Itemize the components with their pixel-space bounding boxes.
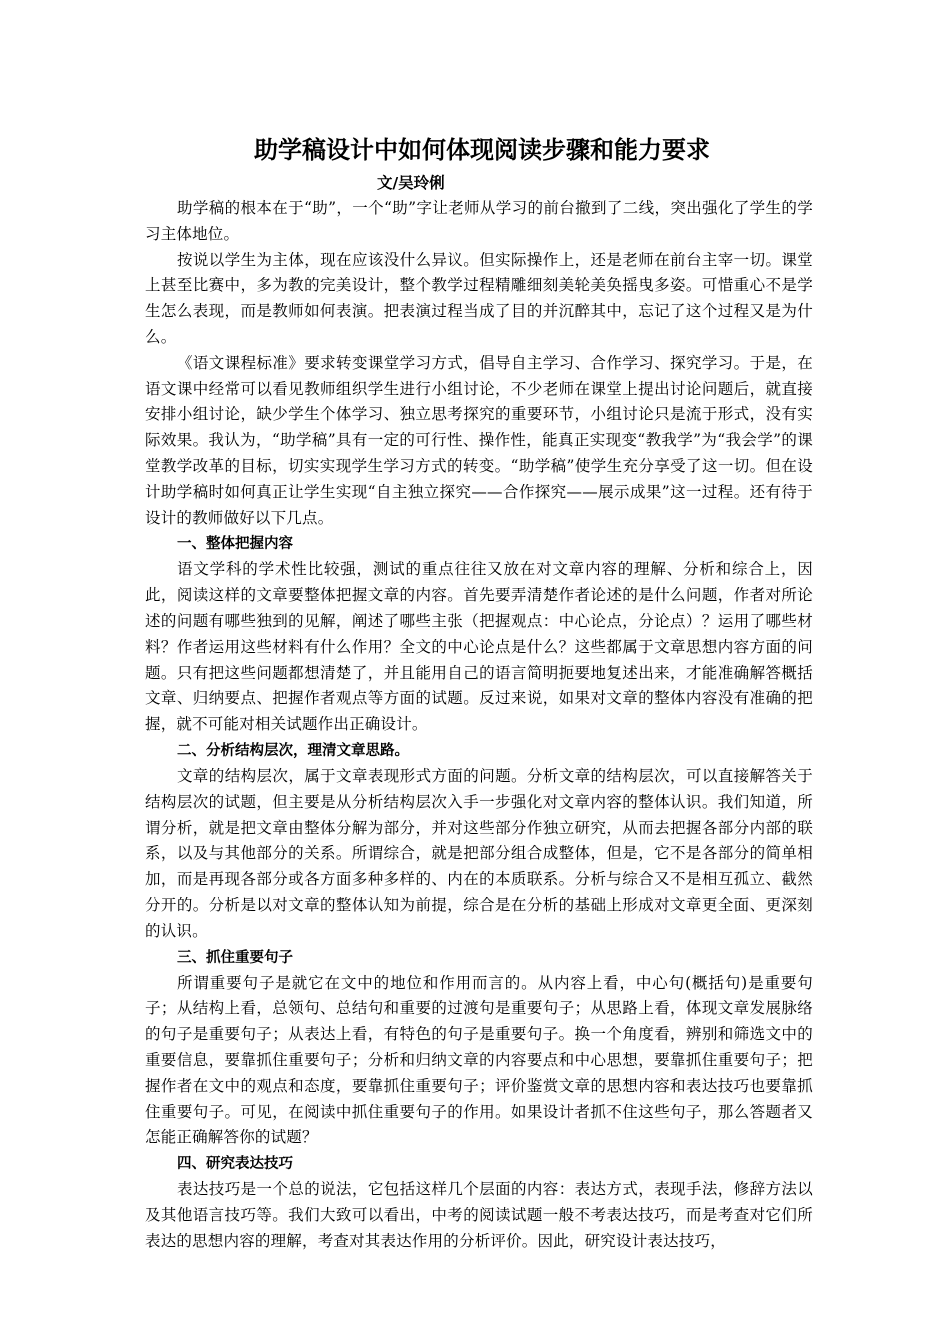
author-line: 文/吴玲俐 (377, 174, 445, 192)
section-body: 表达技巧是一个总的说法，它包括这样几个层面的内容：表达方式，表现手法，修辞方法以及其他语言技巧等。我们大致可以看出，中考的阅读试题一般不考表达技巧，而是考查对它们所表达的思想内容的理解，考查对其表达作用的分析评价。因此，研究设计表达技巧， (145, 1180, 813, 1250)
section-heading: 二、分析结构层次，理清文章思路。 (177, 742, 409, 759)
section-body: 语文学科的学术性比较强，测试的重点往往又放在对文章内容的理解、分析和综合上，因此，阅读这样的文章要整体把握文章的内容。首先要弄清楚作者论述的是什么问题，作者对所论述的问题有哪些独到的见解，阐述了哪些主张（把握观点：中心论点，分论点）？运用了哪些材料？作者运用这些材料有什么作用？全文的中心论点是什么？这些都属于文章思想内容方面的问题。只有把这些问题都想清楚了，并且能用自己的语言简明扼要地复述出来，才能准确解答概括文章、归纳要点、把握作者观点等方面的试题。反过来说，如果对文章的整体内容没有准确的把握，就不可能对相关试题作出正确设计。 (145, 560, 813, 734)
section-body: 所谓重要句子是就它在文中的地位和作用而言的。从内容上看，中心句(概括句)是重要句子；从结构上看，总领句、总结句和重要的过渡句是重要句子；从思路上看，体现文章发展脉络的句子是重要句子；从表达上看，有特色的句子是重要句子。换一个角度看，辨别和筛选文中的重要信息，要靠抓住重要句子；分析和归纳文章的内容要点和中心思想，要靠抓住重要句子；把握作者在文中的观点和态度，要靠抓住重要句子；评价鉴赏文章的思想内容和表达技巧也要靠抓住重要句子。可见，在阅读中抓住重要句子的作用。如果设计者抓不住这些句子，那么答题者又怎能正确解答你的试题？ (145, 973, 813, 1147)
section-heading: 一、整体把握内容 (177, 536, 293, 553)
intro-paragraph: 《语文课程标准》要求转变课堂学习方式，倡导自主学习、合作学习、探究学习。于是，在语文课中经常可以看见教师组织学生进行小组讨论，不少老师在课堂上提出讨论问题后，就直接安排小组讨论，缺少学生个体学习、独立思考探究的重要环节，小组讨论只是流于形式，没有实际效果。我认为，“助学稿”具有一定的可行性、操作性，能真正实现变“教我学”为“我会学”的课堂教学改革的目标，切实实现学生学习方式的转变。“助学稿”使学生充分享受了这一切。但在设计助学稿时如何真正让学生实现“自主独立探究——合作探究——展示成果”这一过程。还有待于设计的教师做好以下几点。 (145, 353, 813, 527)
section-heading: 三、抓住重要句子 (177, 949, 293, 966)
intro-paragraph: 按说以学生为主体，现在应该没什么异议。但实际操作上，还是老师在前台主宰一切。课堂上甚至比赛中，多为教的完美设计，整个教学过程精雕细刻美轮美奂摇曳多姿。可惜重心不是学生怎么表现，而是教师如何表演。把表演过程当成了目的并沉醉其中，忘记了这个过程又是为什么。 (145, 250, 813, 346)
section-heading: 四、研究表达技巧 (177, 1156, 293, 1173)
section-body: 文章的结构层次，属于文章表现形式方面的问题。分析文章的结构层次，可以直接解答关于结构层次的试题，但主要是从分析结构层次入手一步强化对文章内容的整体认识。我们知道，所谓分析，就是把文章由整体分解为部分，并对这些部分作独立研究，从而去把握各部分内部的联系，以及与其他部分的关系。所谓综合，就是把部分组合成整体，但是，它不是各部分的简单相加，而是再现各部分或各方面多种多样的、内在的本质联系。分析与综合又不是相互孤立、截然分开的。分析是以对文章的整体认知为前提，综合是在分析的基础上形成对文章更全面、更深刻的认识。 (145, 766, 813, 940)
document-page (145, 130, 813, 1254)
intro-paragraph: 助学稿的根本在于“助”，一个“助”字让老师从学习的前台撤到了二线，突出强化了学生的学习主体地位。 (145, 199, 813, 243)
document-title: 助学稿设计中如何体现阅读步骤和能力要求 (254, 136, 710, 164)
